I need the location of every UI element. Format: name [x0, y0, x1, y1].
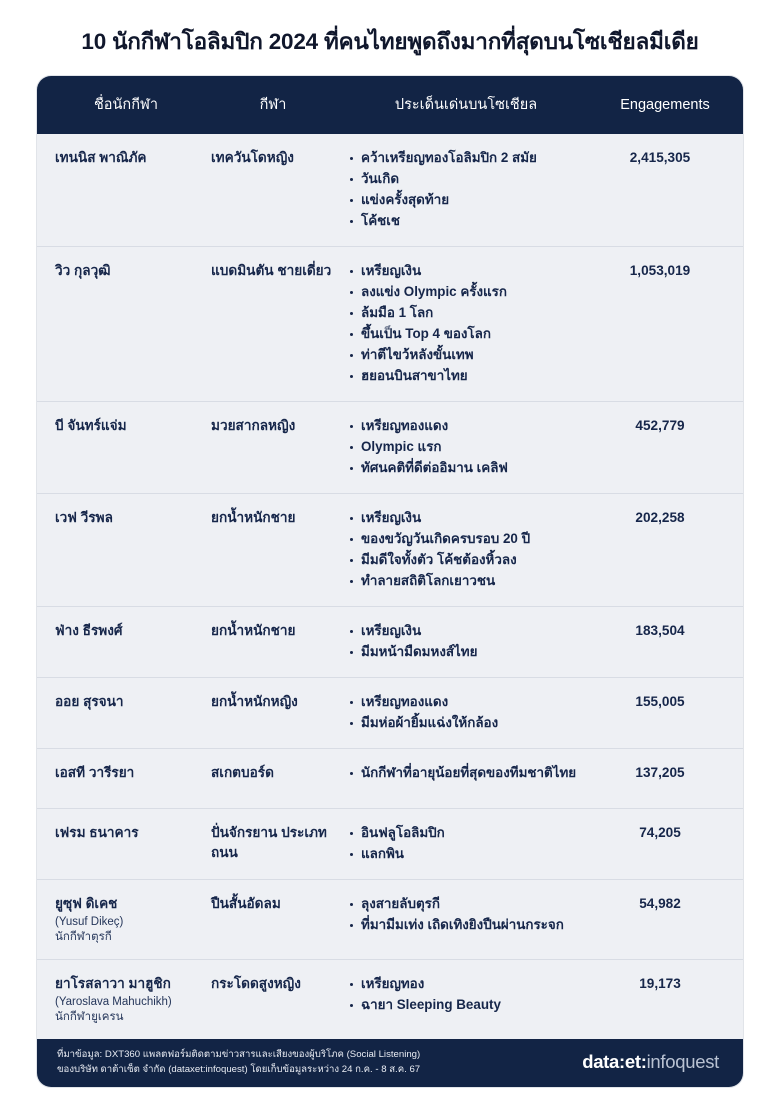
table-row — [37, 134, 743, 247]
table-row — [37, 749, 743, 809]
sport-cell: ยกน้ำหนักชาย — [211, 510, 296, 525]
athlete-name-cell — [37, 692, 207, 712]
engagements-value: 74,205 — [639, 825, 681, 840]
sport-cell: สเกตบอร์ด — [211, 765, 274, 780]
card-footer — [37, 1039, 743, 1087]
athlete-name-cell — [37, 823, 207, 843]
topics-cell — [337, 763, 587, 784]
topic-item: ท่าตีไขว้หลังขั้นเทพ — [349, 345, 587, 365]
table-row — [37, 494, 743, 607]
table-row — [37, 960, 743, 1039]
engagements-value: 183,504 — [635, 623, 685, 638]
topic-list — [349, 894, 587, 935]
logo-dataxet-text: data:et: — [582, 1051, 647, 1073]
athlete-name-cell — [37, 148, 207, 168]
topic-item: ฉายา Sleeping Beauty — [349, 995, 587, 1015]
topic-item: ของขวัญวันเกิดครบรอบ 20 ปี — [349, 529, 587, 549]
topic-list — [349, 261, 587, 386]
topic-item: มีมดีใจทั้งตัว โค้ชต้องหิ้วลง — [349, 550, 587, 570]
topic-list — [349, 692, 587, 733]
topic-item: ลงแข่ง Olympic ครั้งแรก — [349, 282, 587, 302]
athlete-name-latin: (Yusuf Dikeç) — [55, 916, 124, 928]
athlete-name-cell — [37, 763, 207, 783]
topics-cell — [337, 261, 587, 387]
column-header-topic: ประเด็นเด่นบนโซเชียล — [394, 96, 538, 113]
topic-item: นักกีฬาที่อายุน้อยที่สุดของทีมชาติไทย — [349, 763, 587, 783]
page-title: 10 นักกีฬาโอลิมปิก 2024 ที่คนไทยพูดถึงมากที่สุดบนโซเชียลมีเดีย — [81, 29, 699, 54]
table-header-row — [37, 76, 743, 134]
topics-cell — [337, 621, 587, 663]
engagements-value: 1,053,019 — [629, 263, 691, 278]
logo-infoquest-text: infoquest — [646, 1051, 719, 1073]
athlete-name-cell — [37, 261, 207, 281]
table-row — [37, 678, 743, 749]
athlete-name: เวฟ วีรพล — [55, 510, 113, 525]
sport-cell: ปืนสั้นอัดลม — [211, 896, 281, 911]
sport-cell: กระโดดสูงหญิง — [211, 976, 301, 991]
topic-item: เหรียญเงิน — [349, 621, 587, 641]
topic-item: คว้าเหรียญทองโอลิมปิก 2 สมัย — [349, 148, 587, 168]
topics-cell — [337, 894, 587, 936]
topic-list — [349, 148, 587, 231]
table-row — [37, 880, 743, 960]
athlete-name: ออย สุรจนา — [55, 694, 124, 709]
topic-item: อินฟลูโอลิมปิก — [349, 823, 587, 843]
topics-cell — [337, 148, 587, 232]
sport-cell: มวยสากลหญิง — [211, 418, 296, 433]
topic-item: ทัศนคติที่ดีต่ออิมาน เคลิฟ — [349, 458, 587, 478]
athlete-nationality: นักกีฬายูเครน — [55, 1011, 124, 1023]
table-row — [37, 247, 743, 402]
topic-item: เหรียญทองแดง — [349, 416, 587, 436]
athlete-nationality: นักกีฬาตุรกี — [55, 931, 112, 943]
topic-item: ขึ้นเป็น Top 4 ของโลก — [349, 324, 587, 344]
topics-cell — [337, 508, 587, 592]
athlete-name-cell — [37, 894, 207, 945]
column-header-sport: กีฬา — [259, 96, 287, 113]
athlete-name-cell — [37, 416, 207, 436]
athlete-name: ฟ่าง ธีรพงศ์ — [55, 623, 123, 638]
topic-item: ลุงสายลับตุรกี — [349, 894, 587, 914]
engagements-value: 2,415,305 — [629, 150, 691, 165]
sport-cell: เทควันโดหญิง — [211, 150, 294, 165]
topic-item: เหรียญทองแดง — [349, 692, 587, 712]
topic-item: วันเกิด — [349, 169, 587, 189]
topic-item: ทำลายสถิติโลกเยาวชน — [349, 571, 587, 591]
topic-item: เหรียญเงิน — [349, 508, 587, 528]
topics-cell — [337, 692, 587, 734]
engagements-value: 202,258 — [635, 510, 685, 525]
topic-item: แข่งครั้งสุดท้าย — [349, 190, 587, 210]
topic-item: มีมห่อผ้ายิ้มแฉ่งให้กล้อง — [349, 713, 587, 733]
topic-item: ล้มมือ 1 โลก — [349, 303, 587, 323]
topic-item: ฮยอนบินสาขาไทย — [349, 366, 587, 386]
topics-cell — [337, 823, 587, 865]
engagements-value: 54,982 — [639, 896, 681, 911]
athlete-name: วิว กุลวุฒิ — [55, 263, 111, 278]
engagements-value: 19,173 — [639, 976, 681, 991]
source-note-line2: ของบริษัท ดาต้าเซ็ต จำกัด (dataxet:infoquest) โดยเก็บข้อมูลระหว่าง 24 ก.ค. - 8 ส.ค. 67 — [57, 1063, 421, 1075]
table-body — [37, 134, 743, 1039]
source-note-line1: ที่มาข้อมูล: DXT360 แพลตฟอร์มติดตามข่าวสารและเสียงของผู้บริโภค (Social Listening) — [57, 1049, 421, 1060]
athlete-name-cell — [37, 508, 207, 528]
topic-list — [349, 974, 587, 1015]
topics-cell — [337, 416, 587, 479]
athlete-name: เทนนิส พาณิภัค — [55, 150, 147, 165]
topic-item: Olympic แรก — [349, 437, 587, 457]
athlete-name: ยาโรสลาวา มาฮูชิก — [55, 976, 171, 991]
athlete-name-cell — [37, 621, 207, 641]
engagements-value: 452,779 — [635, 418, 685, 433]
dataxet-infoquest-logo — [582, 1053, 719, 1072]
engagements-value: 137,205 — [635, 765, 685, 780]
topic-list — [349, 621, 587, 662]
athlete-name-latin: (Yaroslava Mahuchikh) — [55, 996, 172, 1008]
table-row — [37, 402, 743, 494]
column-header-name: ชื่อนักกีฬา — [93, 96, 159, 113]
athlete-name: เอสที วารีรยา — [55, 765, 135, 780]
athlete-name: ยูซุฟ ดิเคช — [55, 896, 118, 911]
athlete-name: บี จันทร์แจ่ม — [55, 418, 127, 433]
ranking-table-card — [37, 76, 743, 1087]
athlete-name: เฟรม ธนาคาร — [55, 825, 139, 840]
column-header-engagements: Engagements — [620, 96, 710, 113]
engagements-value: 155,005 — [635, 694, 685, 709]
topic-list — [349, 763, 587, 783]
topic-item: ที่มามีมเท่ง เถิดเทิงยิงปืนผ่านกระจก — [349, 915, 587, 935]
sport-cell: แบดมินตัน ชายเดี่ยว — [211, 263, 332, 278]
sport-cell: ยกน้ำหนักชาย — [211, 623, 296, 638]
table-row — [37, 809, 743, 880]
sport-cell: ปั่นจักรยาน ประเภทถนน — [211, 825, 327, 860]
table-row — [37, 607, 743, 678]
topic-list — [349, 416, 587, 478]
topic-item: มีมหน้ามืดมหงส์ไทย — [349, 642, 587, 662]
topic-item: เหรียญทอง — [349, 974, 587, 994]
athlete-name-cell — [37, 974, 207, 1025]
topic-list — [349, 508, 587, 591]
topic-item: แลกพิน — [349, 844, 587, 864]
sport-cell: ยกน้ำหนักหญิง — [211, 694, 298, 709]
topics-cell — [337, 974, 587, 1016]
topic-item: เหรียญเงิน — [349, 261, 587, 281]
topic-item: โค้ชเช — [349, 211, 587, 231]
topic-list — [349, 823, 587, 864]
source-note — [57, 1048, 420, 1077]
